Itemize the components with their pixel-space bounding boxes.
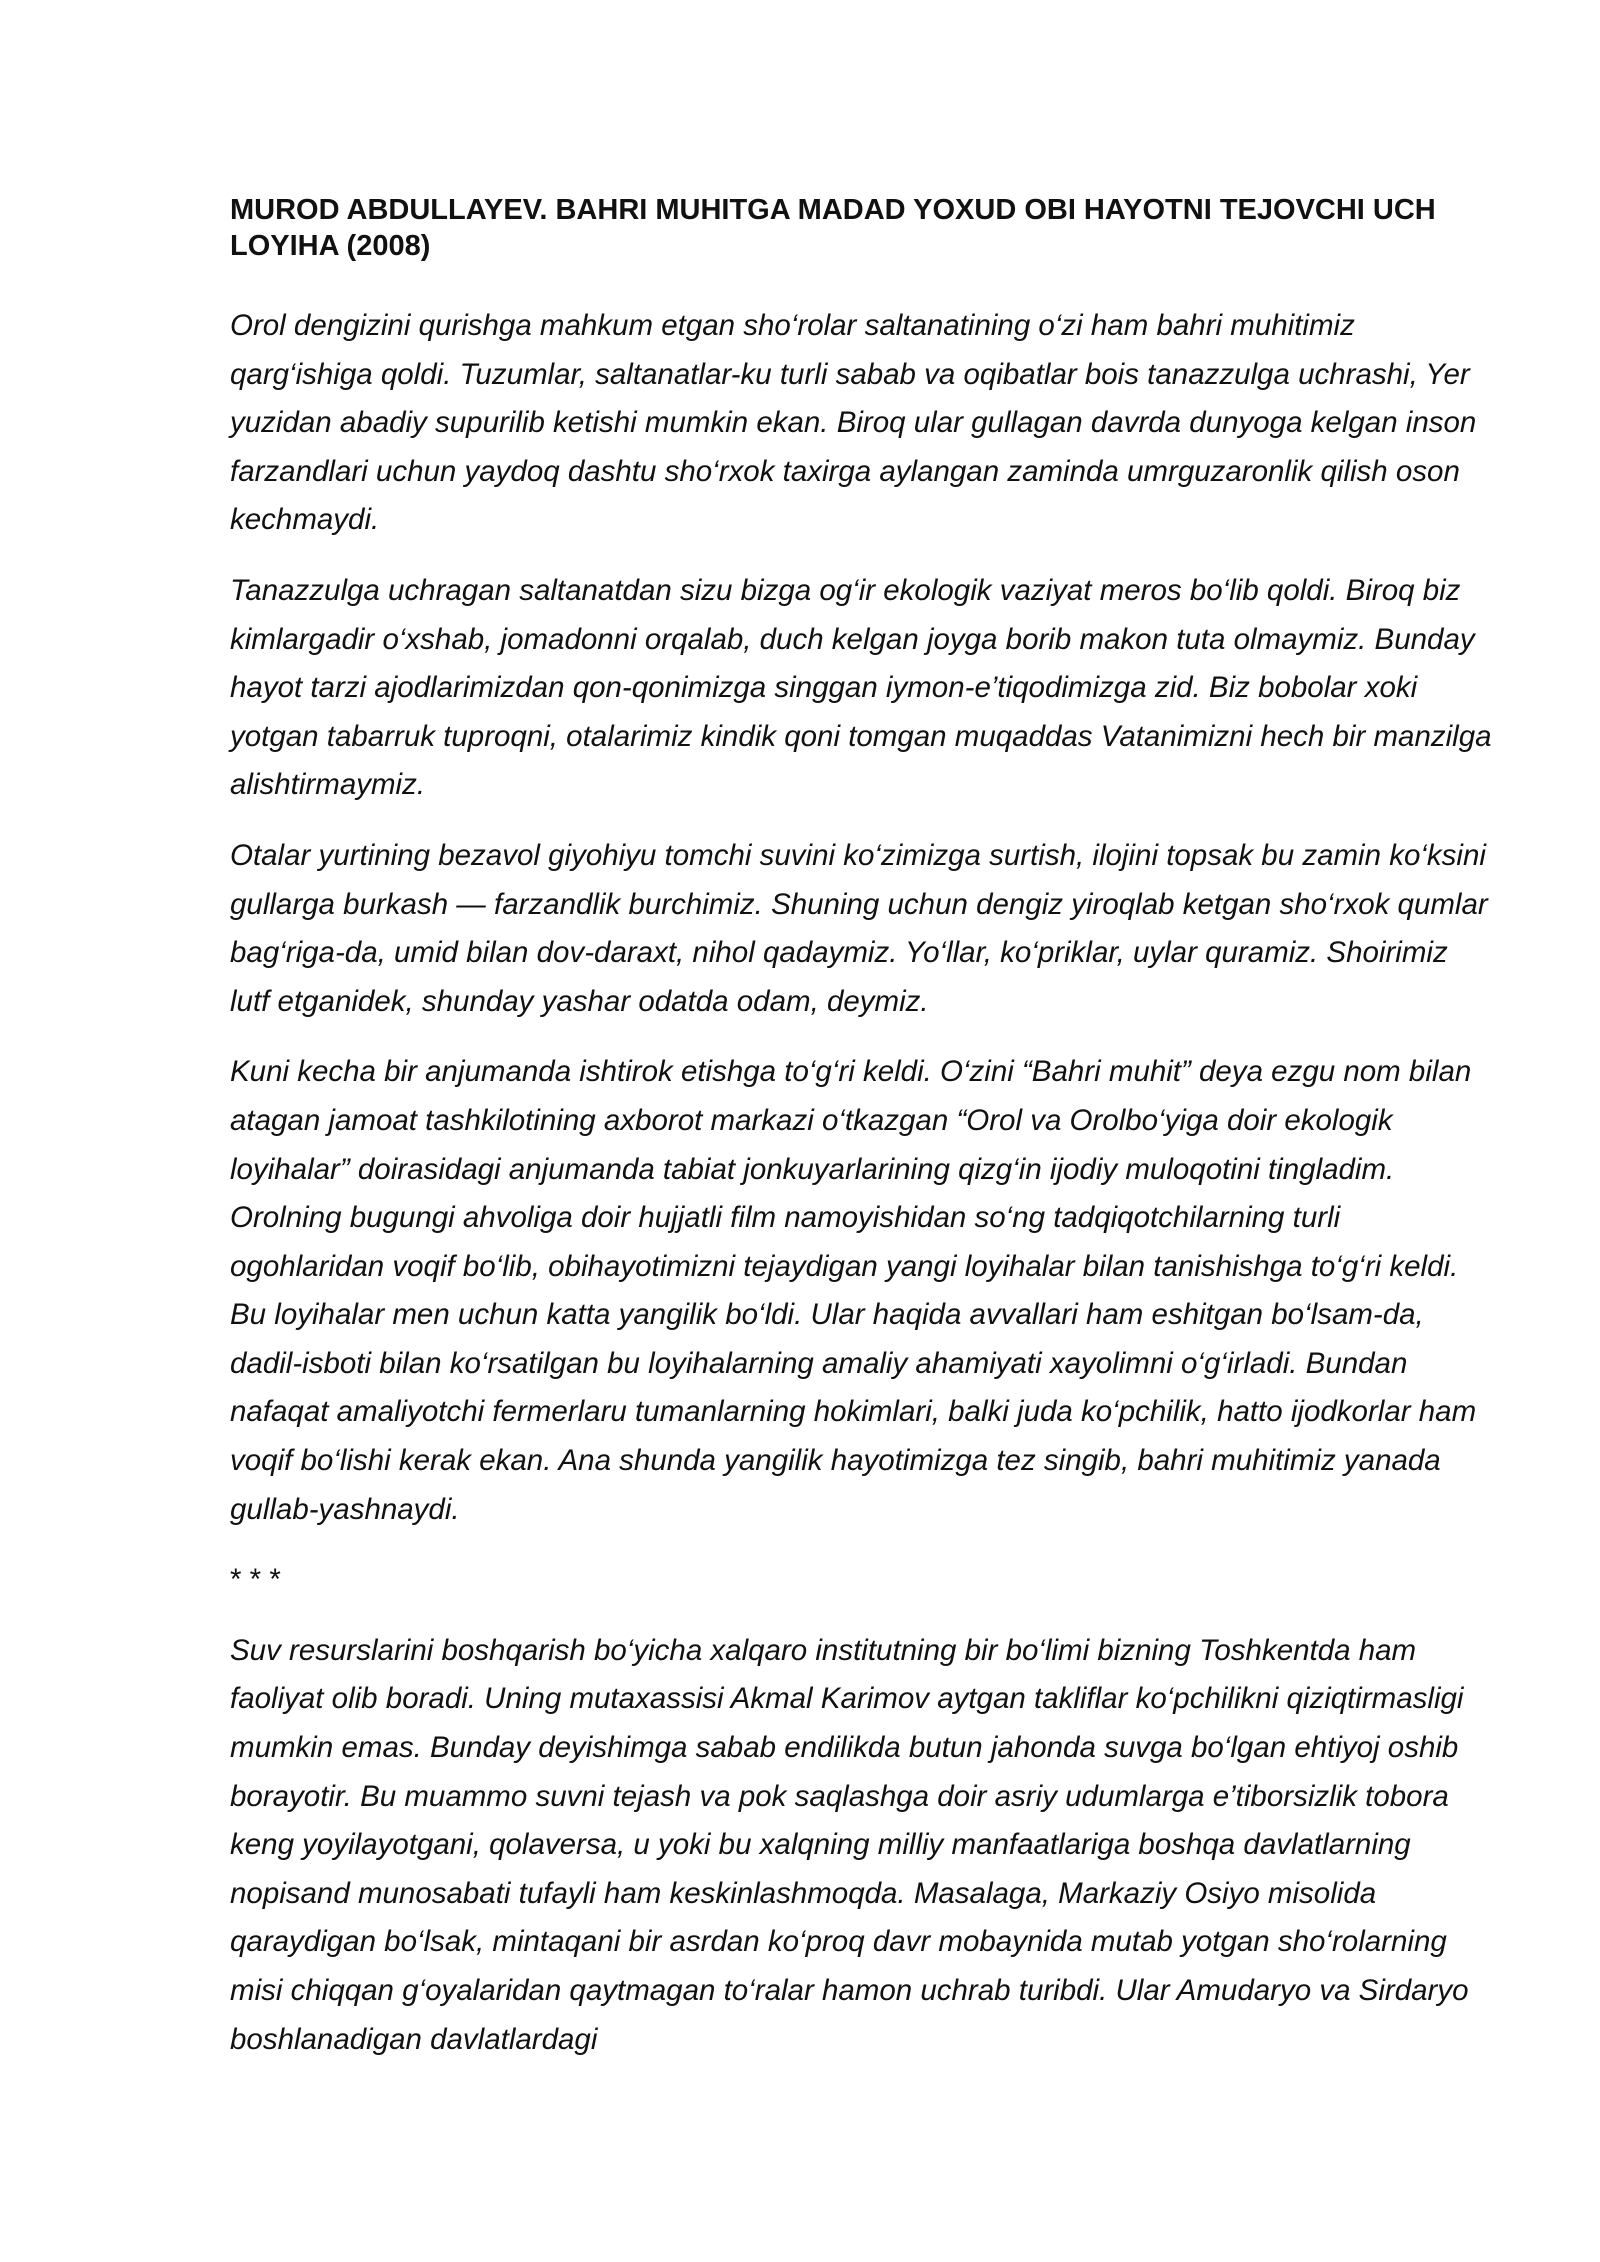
paragraph-2: Tanazzulga uchragan saltanatdan sizu bizga og‘ir ekologik vaziyat meros bo‘lib qoldi. Biroq biz kimlargadir o‘xshab, jomadonni orqalab, duch kelgan joyga borib makon tuta olmaymiz. Bunday hayot tarzi ajodlarimizdan qon-qonimizga singgan iymon-e’tiqodimizga zid. Biz bobolar xoki yotgan tabarruk tuproqni, otalarimiz kindik qoni tomgan muqaddas Vatanimizni hech bir manzilga alishtirmaymiz. — [230, 573, 1492, 802]
paragraph-1: Orol dengizini qurishga mahkum etgan sho‘rolar saltanatining o‘zi ham bahri muhitimiz qarg‘ishiga qoldi. Tuzumlar, saltanatlar-ku turli sabab va oqibatlar bois tanazzulga uchrashi, Yer yuzidan abadiy supurilib ketishi mumkin ekan. Biroq ular gullagan davrda dunyoga kelgan inson farzandlari uchun yaydoq dashtu sho‘rxok taxirga aylangan zaminda umrguzaronlik qilish oson kechmaydi. — [230, 309, 1477, 537]
paragraph-4: Kuni kecha bir anjumanda ishtirok etishga to‘g‘ri keldi. O‘zini “Bahri muhit” deya ezgu nom bilan atagan jamoat tashkilotining axborot markazi o‘tkazgan “Orol va Orolbo‘yiga doir ekologik loyihalar” doirasidagi anjumanda tabiat jonkuyarlarining qizg‘in ijodiy muloqotini tingladim. Orolning bugungi ahvoliga doir hujjatli film namoyishidan so‘ng tadqiqotchilarning turli ogohlaridan voqif bo‘lib, obihayotimizni tejaydigan yangi loyihalar bilan tanishishga to‘g‘ri keldi. Bu loyihalar men uchun katta yangilik bo‘ldi. Ular haqida avvallari ham eshitgan bo‘lsam-da, dadil-isboti bilan ko‘rsatilgan bu loyihalarning amaliy ahamiyati xayolimni o‘g‘irladi. Bundan nafaqat amaliyotchi fermerlaru tumanlarning hokimlari, balki juda ko‘pchilik, hatto ijodkorlar ham voqif bo‘lishi kerak ekan. Ana shunda yangilik hayotimizga tez singib, bahri muhitimiz yanada gullab-yashnaydi. — [230, 1055, 1477, 1526]
document-title: MUROD ABDULLAYEV. BAHRI MUHITGA MADAD YOXUD OBI HAYOTNI TEJOVCHI UCH LOYIHA (2008) — [230, 194, 1436, 262]
paragraph-3: Otalar yurtining bezavol giyohiyu tomchi suvini ko‘zimizga surtish, ilojini topsak bu zamin ko‘ksini gullarga burkash — farzandlik burchimiz. Shuning uchun dengiz yiroqlab ketgan sho‘rxok qumlar bag‘riga-da, umid bilan dov-daraxt, nihol qadaymiz. Yo‘llar, ko‘priklar, uylar quramiz. Shoirimiz lutf etganidek, shunday yashar odatda odam, deymiz. — [230, 838, 1488, 1018]
paragraph-5: Suv resurslarini boshqarish bo‘yicha xalqaro institutning bir bo‘limi bizning Toshkentda ham faoliyat olib boradi. Uning mutaxassisi Akmal Karimov aytgan takliflar ko‘pchilikni qiziqtirmasligi mumkin emas. Bunday deyishimga sabab endilikda butun jahonda suvga bo‘lgan ehtiyoj oshib borayotir. Bu muammo suvni tejash va pok saqlashga doir asriy udumlarga e’tiborsizlik tobora keng yoyilayotgani, qolaversa, u yoki bu xalqning milliy manfaatlariga boshqa davlatlarning nopisand munosabati tufayli ham keskinlashmoqda. Masalaga, Markaziy Osiyo misolida qaraydigan bo‘lsak, mintaqani bir asrdan ko‘proq davr mobaynida mutab yotgan sho‘rolarning misi chiqqan g‘oyalaridan qaytmagan to‘ralar hamon uchrab turibdi. Ular Amudaryo va Sirdaryo boshlanadigan davlatlardagi — [230, 1633, 1469, 2056]
section-separator: * * * — [230, 1563, 281, 1597]
document-body — [230, 192, 1492, 2086]
